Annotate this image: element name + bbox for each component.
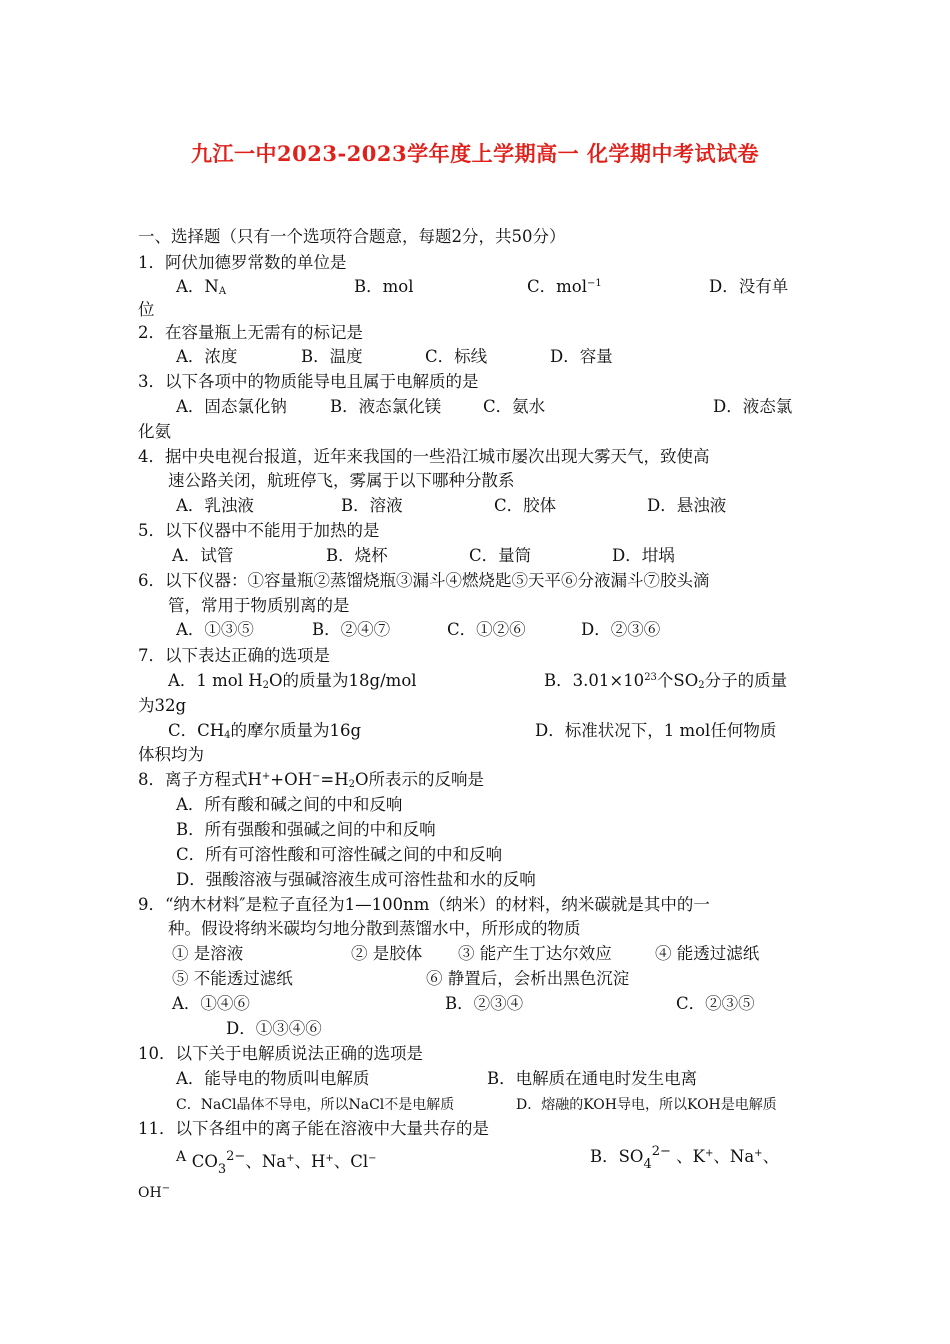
q1-option-c: C．mol$^{-1}$ [527,277,602,296]
q6-option-c: C．①②⑥ [447,620,526,639]
question-2-stem: 2．在容量瓶上无需有的标记是 [138,323,363,342]
q2-option-b: B．温度 [301,347,363,366]
question-5-stem: 5．以下仪器中不能用于加热的是 [138,521,380,540]
q9-statement-6: ⑥ 静置后，会析出黑色沉淀 [426,969,630,988]
q6-option-d: D．②③⑥ [581,620,661,639]
q5-option-d: D．坩埚 [612,546,675,565]
q11-option-a: $^A$ $CO_3^{2-}$、Na+、H+、Cl− [176,1149,377,1177]
question-9-stem: 9．“纳木材料″是粒子直径为1—100nm（纳米）的材料，纳米碳就是其中的一 [138,895,710,914]
q8-option-b: B．所有强酸和强碱之间的中和反响 [176,820,436,839]
q3-option-a: A．固态氯化钠 [176,397,287,416]
q8-option-d: D．强酸溶液与强碱溶液生成可溶性盐和水的反响 [176,870,536,889]
q2-option-a: A．浓度 [176,347,238,366]
q7-option-a: A．1 mol $H_2O$的质量为18g/mol [168,671,417,691]
q9-statement-4: ④ 能透过滤纸 [655,944,760,963]
q5-option-c: C．量筒 [469,546,532,565]
q3-option-b: B．液态氯化镁 [330,397,442,416]
q3-option-d-wrap: 化氨 [138,422,171,441]
question-11-stem: 11．以下各组中的离子能在溶液中大量共存的是 [138,1119,489,1138]
q10-option-c: C．NaCl晶体不导电，所以NaCl不是电解质 [176,1097,455,1113]
section-header: 一、选择题（只有一个选项符合题意，每题2分，共50分） [138,227,566,246]
page-title: 九江一中2023-2023学年度上学期高一 化学期中考试试卷 [191,141,759,166]
q4-option-a: A．乳浊液 [176,496,254,515]
q9-statement-2: ② 是胶体 [351,944,423,963]
question-6-stem-cont: 管，常用于物质别离的是 [168,596,350,615]
q9-statement-3: ③ 能产生丁达尔效应 [458,944,612,963]
q1-option-d: D．没有单 [709,277,789,296]
q5-option-b: B．烧杯 [326,546,388,565]
q10-option-b: B．电解质在通电时发生电离 [487,1069,698,1088]
q7-option-b: B．$3.01\times 10^{23}$个$SO_2$分子的质量 [544,671,788,691]
q9-option-d: D．①③④⑥ [226,1019,322,1038]
question-4-stem-cont: 速公路关闭，航班停飞，雾属于以下哪种分散系 [168,471,515,490]
q9-option-c: C．②③⑤ [676,994,755,1013]
q9-statement-5: ⑤ 不能透过滤纸 [172,969,293,988]
question-4-stem: 4．据中央电视台报道，近年来我国的一些沿江城市屡次出现大雾天气，致使高 [138,447,710,466]
q11-option-b: B．$SO_4^{2-}$ 、K+、Na+、 [590,1144,780,1172]
q10-option-d: D．熔融的KOH导电，所以KOH是电解质 [516,1097,777,1113]
q7-option-d-wrap: 体积均为 [138,745,204,764]
q9-option-a: A．①④⑥ [172,994,250,1013]
q2-option-d: D．容量 [550,347,613,366]
q1-option-b: B．mol [354,277,414,296]
q4-option-b: B．溶液 [341,496,403,515]
q5-option-a: A．试管 [172,546,234,565]
q4-option-c: C．胶体 [494,496,557,515]
question-7-stem: 7．以下表达正确的选项是 [138,646,330,665]
q7-option-d: D．标准状况下，1 mol任何物质 [535,721,777,740]
q11-option-b-wrap: OH− [138,1183,171,1201]
q1-option-d-wrap: 位 [138,300,155,319]
q7-option-c: C．$CH_4$的摩尔质量为16g [168,721,362,741]
q10-option-a: A．能导电的物质叫电解质 [176,1069,370,1088]
q6-option-b: B．②④⑦ [312,620,391,639]
q4-option-d: D．悬浊液 [647,496,727,515]
q9-option-b: B．②③④ [445,994,524,1013]
question-9-stem-cont: 种。假设将纳米碳均匀地分散到蒸馏水中，所形成的物质 [168,919,581,938]
q8-option-c: C．所有可溶性酸和可溶性碱之间的中和反响 [176,845,503,864]
question-10-stem: 10．以下关于电解质说法正确的选项是 [138,1044,423,1063]
question-1-stem: 1．阿伏加德罗常数的单位是 [138,253,347,272]
question-3-stem: 3．以下各项中的物质能导电且属于电解质的是 [138,372,479,391]
q2-option-c: C．标线 [425,347,488,366]
question-6-stem: 6．以下仪器：①容量瓶②蒸馏烧瓶③漏斗④燃烧匙⑤天平⑥分液漏斗⑦胶头滴 [138,571,710,590]
q3-option-c: C．氨水 [483,397,546,416]
q8-option-a: A．所有酸和碱之间的中和反响 [176,795,403,814]
q6-option-a: A．①③⑤ [176,620,254,639]
q9-statement-1: ① 是溶液 [172,944,244,963]
q3-option-d: D．液态氯 [713,397,793,416]
q7-option-b-wrap: 为32g [138,696,187,715]
question-8-stem: 8．离子方程式$H^++OH^-=H_2O$所表示的反响是 [138,770,485,790]
q1-option-a: A．$N_A$ [176,277,227,297]
